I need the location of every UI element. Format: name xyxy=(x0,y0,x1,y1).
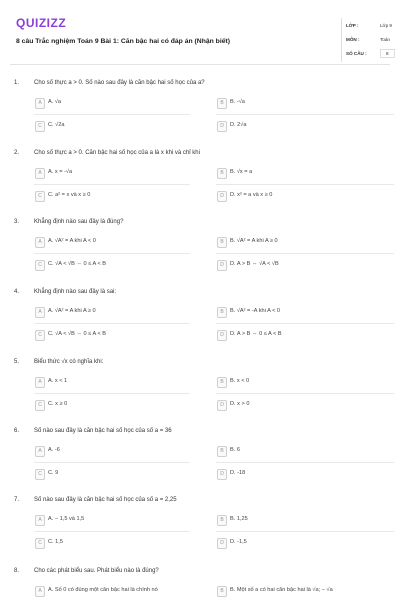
option-text: A. √a xyxy=(48,99,62,105)
question-text: Số nào sau đây là căn bậc hai số học của số a = 2,25 xyxy=(34,497,177,503)
option-d[interactable] xyxy=(217,330,387,342)
option-c[interactable] xyxy=(35,121,205,133)
question-number: 5. xyxy=(14,359,20,365)
option-c[interactable] xyxy=(35,400,205,412)
option-text: C. a² = x và x ≥ 0 xyxy=(48,192,91,198)
option-letter-box: D xyxy=(217,330,227,341)
option-d[interactable] xyxy=(217,538,387,550)
option-divider xyxy=(34,253,190,254)
option-letter-box: D xyxy=(217,469,227,480)
option-d[interactable] xyxy=(217,191,387,203)
info-row-class xyxy=(342,21,400,35)
option-letter-box: A xyxy=(35,98,45,109)
option-b[interactable] xyxy=(217,446,387,458)
option-a[interactable] xyxy=(35,377,205,389)
option-b[interactable] xyxy=(217,98,387,110)
option-divider xyxy=(216,462,394,463)
option-letter-box: A xyxy=(35,168,45,179)
option-text: D. -1,5 xyxy=(230,539,247,545)
option-text: B. -√a xyxy=(230,99,245,105)
option-a[interactable] xyxy=(35,515,205,527)
option-a[interactable] xyxy=(35,307,205,319)
option-d[interactable] xyxy=(217,121,387,133)
option-a[interactable] xyxy=(35,446,205,458)
option-b[interactable] xyxy=(217,307,387,319)
option-letter-box: B xyxy=(217,237,227,248)
option-c[interactable] xyxy=(35,260,205,272)
option-divider xyxy=(34,323,190,324)
option-text: B. Một số a có hai căn bậc hai là √a; − √a xyxy=(230,587,333,593)
option-letter-box: D xyxy=(217,400,227,411)
option-letter-box: B xyxy=(217,446,227,457)
option-text: B. √A² = A khi A ≥ 0 xyxy=(230,238,278,244)
option-letter-box: B xyxy=(217,307,227,318)
option-letter-box: B xyxy=(217,168,227,179)
option-text: A. √A² = A khi A ≥ 0 xyxy=(48,308,96,314)
question-6 xyxy=(10,428,390,496)
option-text: B. 1,25 xyxy=(230,516,248,522)
question-text: Số nào sau đây là căn bậc hai số học của số a = 36 xyxy=(34,428,172,434)
option-text: D. x² = a và x ≥ 0 xyxy=(230,192,273,198)
info-value: Lớp 9 xyxy=(380,23,392,28)
option-letter-box: D xyxy=(217,260,227,271)
option-divider xyxy=(216,114,394,115)
option-letter-box: C xyxy=(35,469,45,480)
option-b[interactable] xyxy=(217,515,387,527)
option-divider xyxy=(34,531,190,532)
option-d[interactable] xyxy=(217,260,387,272)
question-8 xyxy=(10,568,390,600)
option-letter-box: C xyxy=(35,330,45,341)
question-number: 8. xyxy=(14,568,20,574)
header-divider-line xyxy=(10,64,390,65)
question-text: Biểu thức √x có nghĩa khi: xyxy=(34,359,104,365)
info-label: MÔN : xyxy=(346,37,360,42)
quiz-info xyxy=(342,21,400,63)
info-row-subject xyxy=(342,35,400,49)
option-divider xyxy=(216,253,394,254)
info-value: Toán xyxy=(380,37,390,42)
question-text: Cho các phát biểu sau. Phát biểu nào là đúng? xyxy=(34,568,159,574)
option-letter-box: A xyxy=(35,237,45,248)
option-divider xyxy=(34,393,190,394)
option-letter-box: C xyxy=(35,538,45,549)
option-a[interactable] xyxy=(35,98,205,110)
question-text: Cho số thực a > 0. Căn bậc hai số học của a là x khi và chỉ khi xyxy=(34,150,200,156)
option-d[interactable] xyxy=(217,400,387,412)
question-4 xyxy=(10,289,390,357)
option-text: C. 1,5 xyxy=(48,539,63,545)
option-divider xyxy=(216,531,394,532)
option-letter-box: A xyxy=(35,515,45,526)
info-value: 8 xyxy=(380,49,395,58)
option-d[interactable] xyxy=(217,469,387,481)
option-text: C. 9 xyxy=(48,470,59,476)
option-letter-box: D xyxy=(217,538,227,549)
option-letter-box: B xyxy=(217,586,227,597)
option-text: B. √x = a xyxy=(230,169,253,175)
option-text: A. x < 1 xyxy=(48,378,68,384)
option-letter-box: B xyxy=(217,377,227,388)
option-divider xyxy=(34,462,190,463)
question-text: Khẳng định nào sau đây là đúng? xyxy=(34,219,124,225)
option-letter-box: B xyxy=(217,515,227,526)
option-text: A. Số 0 có đúng một căn bậc hai là chính nó xyxy=(48,587,158,593)
option-text: A. -6 xyxy=(48,447,60,453)
question-number: 1. xyxy=(14,80,20,86)
option-divider xyxy=(34,114,190,115)
info-label: SỐ CÂU : xyxy=(346,51,367,56)
question-number: 7. xyxy=(14,497,20,503)
option-letter-box: A xyxy=(35,446,45,457)
option-letter-box: C xyxy=(35,121,45,132)
option-text: C. √A < √B ⇔ 0 ≤ A < B xyxy=(48,261,107,267)
option-letter-box: A xyxy=(35,377,45,388)
quiz-header xyxy=(12,8,390,58)
option-text: C. x ≥ 0 xyxy=(48,401,68,407)
question-3 xyxy=(10,219,390,287)
option-text: D. A > B ⇔ 0 ≤ A < B xyxy=(230,331,282,337)
question-text: Cho số thực a > 0. Số nào sau đây là căn bậc hai số học của a? xyxy=(34,80,205,86)
question-5 xyxy=(10,359,390,427)
option-text: D. A > B ⇔ √A < √B xyxy=(230,261,279,267)
option-letter-box: D xyxy=(217,121,227,132)
option-letter-box: C xyxy=(35,191,45,202)
option-b[interactable] xyxy=(217,586,387,598)
option-letter-box: D xyxy=(217,191,227,202)
quiz-title: 8 câu Trắc nghiệm Toán 9 Bài 1: Căn bậc hai có đáp án (Nhận biết) xyxy=(16,38,231,45)
option-c[interactable] xyxy=(35,330,205,342)
option-divider xyxy=(216,184,394,185)
question-number: 6. xyxy=(14,428,20,434)
option-letter-box: A xyxy=(35,586,45,597)
option-b[interactable] xyxy=(217,377,387,389)
question-2 xyxy=(10,150,390,218)
option-text: B. √A² = -A khi A < 0 xyxy=(230,308,281,314)
option-text: B. x < 0 xyxy=(230,378,250,384)
option-divider xyxy=(216,323,394,324)
info-label: LỚP : xyxy=(346,23,359,28)
option-letter-box: B xyxy=(217,98,227,109)
option-a[interactable] xyxy=(35,168,205,180)
option-divider xyxy=(216,393,394,394)
info-row-count xyxy=(342,49,400,63)
option-text: C. √A < √B ⇔ 0 ≤ A < B xyxy=(48,331,107,337)
option-text: C. √2a xyxy=(48,122,65,128)
option-text: A. x = -√a xyxy=(48,169,73,175)
question-1 xyxy=(10,80,390,148)
option-letter-box: C xyxy=(35,260,45,271)
option-c[interactable] xyxy=(35,469,205,481)
option-a[interactable] xyxy=(35,237,205,249)
option-text: D. 2√a xyxy=(230,122,247,128)
option-text: D. x > 0 xyxy=(230,401,250,407)
question-7 xyxy=(10,497,390,565)
question-number: 2. xyxy=(14,150,20,156)
question-number: 3. xyxy=(14,219,20,225)
option-b[interactable] xyxy=(217,168,387,180)
question-text: Khẳng định nào sau đây là sai: xyxy=(34,289,117,295)
option-letter-box: A xyxy=(35,307,45,318)
option-c[interactable] xyxy=(35,191,205,203)
option-a[interactable] xyxy=(35,586,205,598)
option-text: B. 6 xyxy=(230,447,240,453)
option-c[interactable] xyxy=(35,538,205,550)
option-letter-box: C xyxy=(35,400,45,411)
question-number: 4. xyxy=(14,289,20,295)
option-b[interactable] xyxy=(217,237,387,249)
option-text: A. √A² = A khi A < 0 xyxy=(48,238,96,244)
quizizz-logo[interactable]: QUIZIZZ xyxy=(16,16,67,30)
option-text: D. -18 xyxy=(230,470,246,476)
option-divider xyxy=(34,184,190,185)
option-text: A. − 1,5 và 1,5 xyxy=(48,516,85,522)
